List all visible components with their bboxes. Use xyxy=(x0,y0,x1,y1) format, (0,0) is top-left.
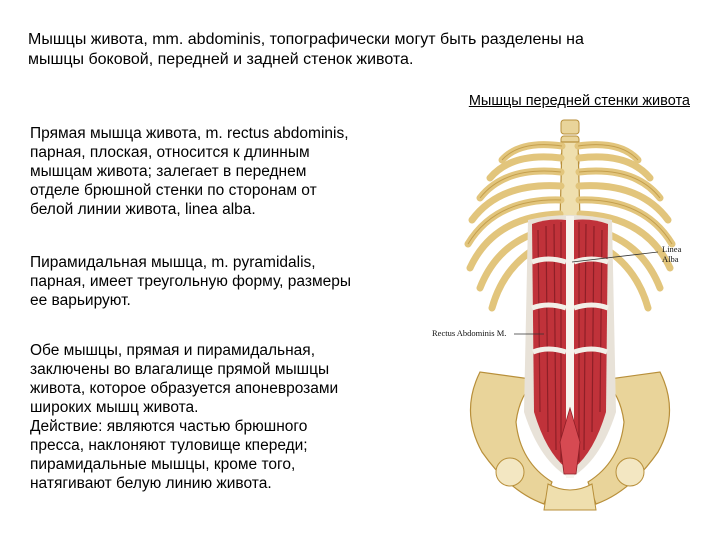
para-line: Обе мышцы, прямая и пирамидальная, xyxy=(30,342,315,359)
label-linea: Linea xyxy=(662,244,682,254)
label-alba: Alba xyxy=(662,254,679,264)
paragraph-pyramidalis xyxy=(30,253,410,310)
para-line: мышцам живота; залегает в переднем xyxy=(30,163,307,180)
para-line: заключены во влагалище прямой мышцы xyxy=(30,361,330,378)
intro-text xyxy=(28,30,688,70)
para-line: пресса, наклоняют туловище кпереди; xyxy=(30,437,308,454)
para-line: отделе брюшной стенки по сторонам от xyxy=(30,182,317,199)
para-line: Пирамидальная мышца, m. pyramidalis, xyxy=(30,254,316,271)
label-linea-alba xyxy=(662,244,681,264)
para-line: живота, которое образуется апоневрозами xyxy=(30,380,339,397)
para-line: Действие: являются частью брюшного xyxy=(30,418,308,435)
section-subtitle: Мышцы передней стенки живота xyxy=(468,93,690,109)
para-line: парная, плоская, относится к длинным xyxy=(30,144,310,161)
para-line: парная, имеет треугольную форму, размеры xyxy=(30,273,351,290)
para-line: Прямая мышца живота, m. rectus abdominis, xyxy=(30,125,349,142)
paragraph-action xyxy=(30,341,410,493)
para-line: широких мышц живота. xyxy=(30,399,199,416)
intro-line-2: мышцы боковой, передней и задней стенок живота. xyxy=(28,51,414,68)
para-line: натягивают белую линию живота. xyxy=(30,475,272,492)
para-line: белой линии живота, linea alba. xyxy=(30,201,256,218)
para-line: пирамидальные мышцы, кроме того, xyxy=(30,456,296,473)
anatomy-illustration xyxy=(420,112,720,512)
para-line: ее варьируют. xyxy=(30,292,131,309)
paragraph-rectus xyxy=(30,124,410,219)
intro-line-1: Мышцы живота, mm. abdominis, топографически могут быть разделены на xyxy=(28,31,584,48)
label-rectus-abdominis: Rectus Abdominis M. xyxy=(432,328,507,338)
abdominal-muscles-drawing xyxy=(420,112,720,512)
